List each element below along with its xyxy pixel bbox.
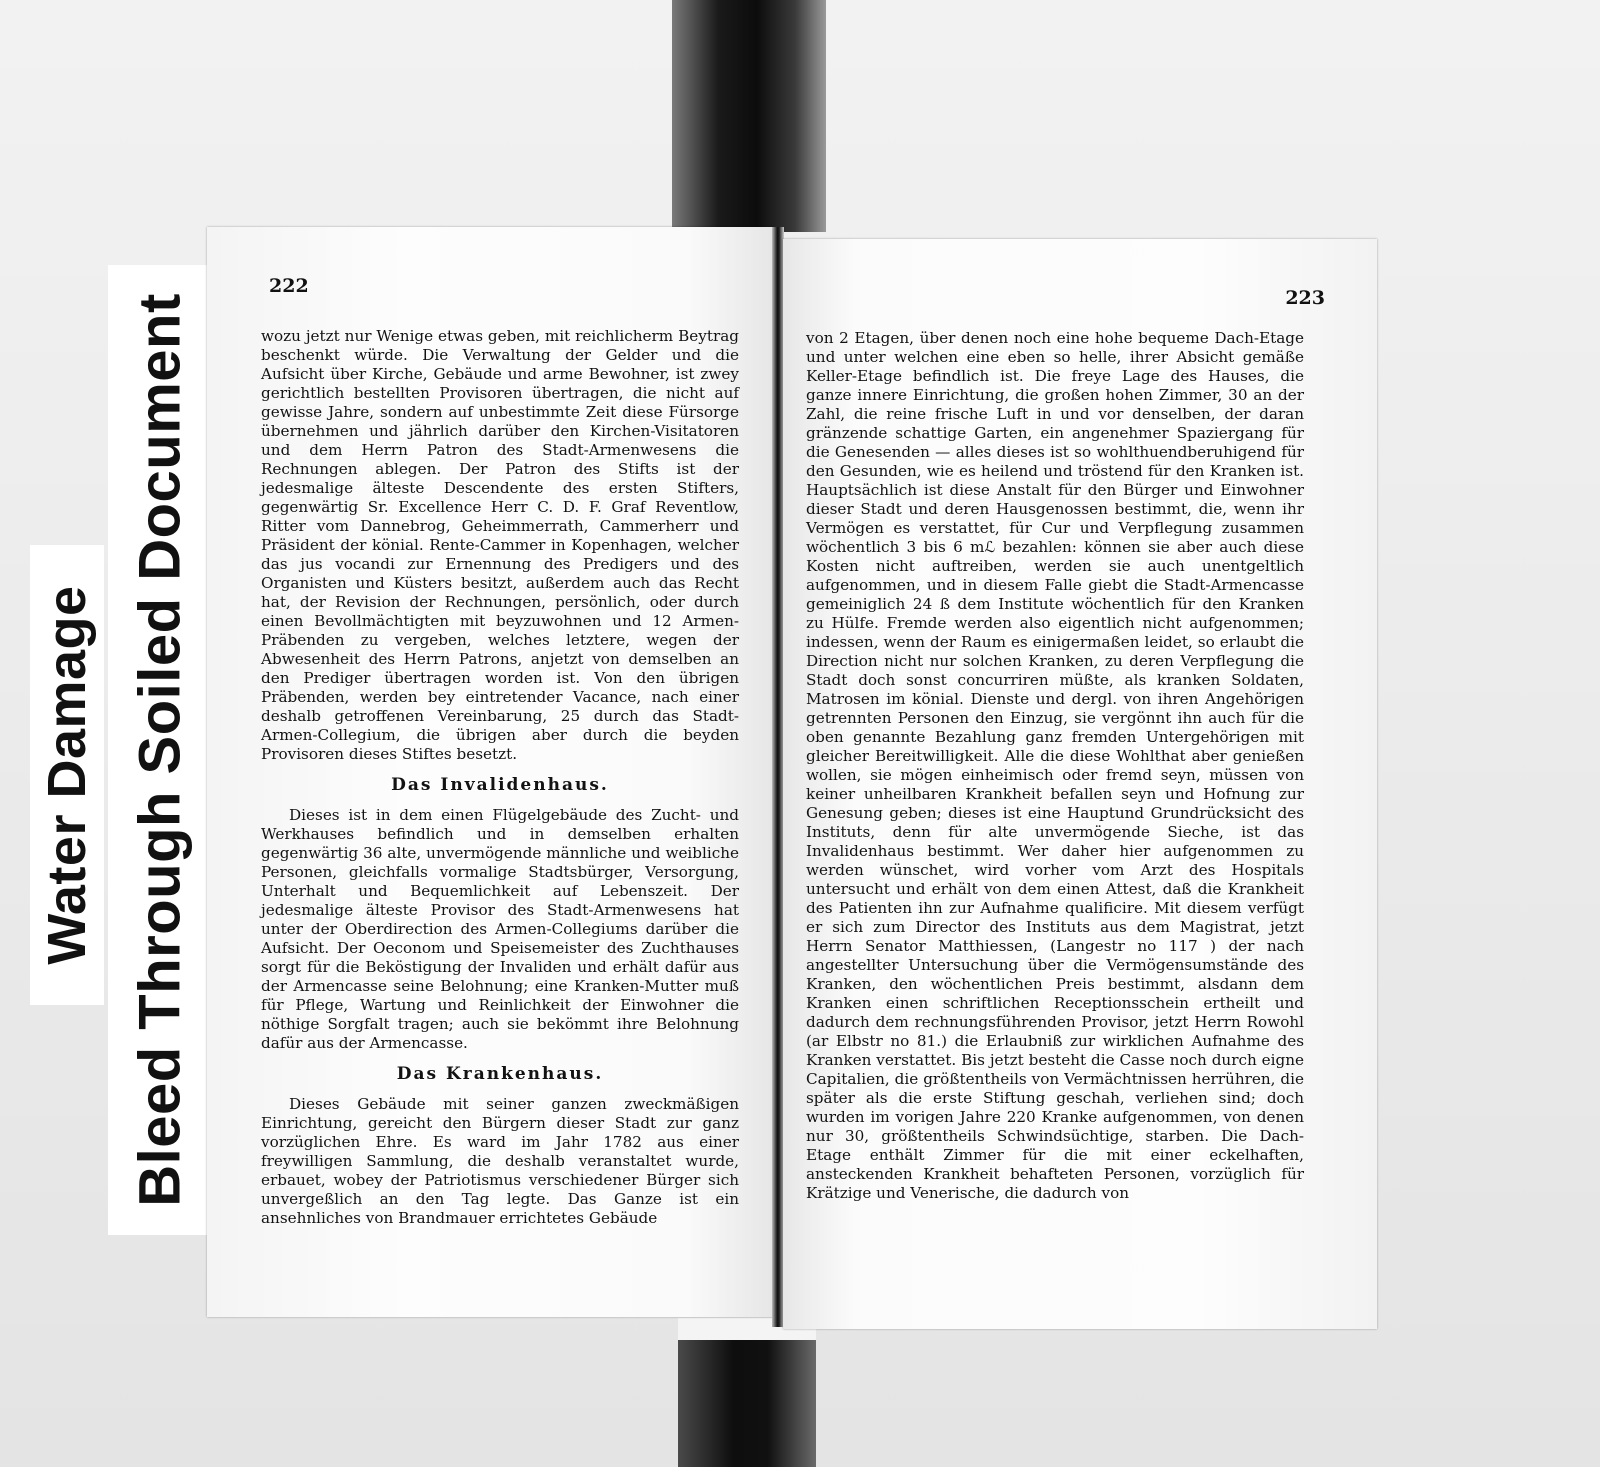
bleed-through-label: Bleed Through Soiled Document — [127, 293, 193, 1207]
open-book — [207, 227, 1377, 1327]
bleed-through-banner — [108, 265, 212, 1235]
right-page-number: 223 — [1285, 287, 1325, 309]
heading-krankenhaus: Das Krankenhaus. — [396, 1064, 604, 1084]
right-paragraph-1: von 2 Etagen, über denen noch eine hohe bequeme Dach-Etage und unter welchen eine eben so helle, ihrer Absicht gemäße Keller-Etage befindlich ist. Die freye Lage des Hauses, die ganze innere Einrichtung, die großen hohen Zimmer, 30 an der Zahl, die reine frische Luft in und vor denselben, der daran gränzende schattige Garten, ein angenehmer Spaziergang für die Genesenden — alles dieses ist so wohlthuendberuhigend für den Gesunden, wie es heilend und tröstend für den Kranken ist. Hauptsächlich ist diese Anstalt für den Bürger und Einwohner dieser Stadt und deren Hausgenossen bestimmt, die, wenn ihr Vermögen es verstattet, für Cur und Verpflegung zusammen wöchentlich 3 bis 6 mℒ bezahlen: können sie aber auch diese Kosten nicht auftreiben, werden sie auch unentgeltlich aufgenommen, und in diesem Falle giebt die Stadt-Armencasse gemeiniglich 24 ß dem Institute wöchentlich für den Kranken zu Hülfe. Fremde werden also eigentlich nicht aufgenommen; indessen, wenn der Raum es einigermaßen leidet, so erlaubt die Direction nicht nur solchen Kranken, zu deren Verpflegung die Stadt doch sonst concurriren müßte, als kranken Soldaten, Matrosen im könial. Dienste und dergl. von ihren Angehörigen getrennten Personen den Einzug, sie vergönnt ihn auch für die oben genannte Bezahlung ganz fremden Untergehörigen mit gleicher Bereitwilligkeit. Alle die diese Wohlthat aber genießen wollen, sie mögen einheimisch oder fremd seyn, müssen von keiner unheilbaren Krankheit befallen seyn und Hofnung zur Genesung geben; dieses ist eine Hauptund Grundrücksicht des Instituts, denn für alte unvermögende Sieche, ist das Invalidenhaus bestimmt. Wer daher hier aufgenommen zu werden wünschet, wird vorher vom Arzt des Hospitals untersucht und erhält von dem einen Attest, daß die Krankheit des Patienten ihn zur Aufnahme qualificire. Mit diesem verfügt er sich zum Director des Instituts aus dem Magistrat, jetzt Herrn Senator Matthiessen, (Langestr no 117 ) der nach angestellter Untersuchung über die Vermögensumstände des Kranken, den wöchentlichen Preis bestimmt, alsdann dem Kranken einen schriftlichen Receptionsschein ertheilt und dadurch dem rechnungsführenden Provisor, jetzt Herrn Rowohl (ar Elbstr no 81.) die Erlaubniß zur wirklichen Aufnahme des Kranken verstattet. Bis jetzt besteht die Casse noch durch eigne Capitalien, die größtentheils von Vermächtnissen herrühren, die später als die erste Stiftung geschah, verliehen sind; doch wurden im vorigen Jahre 220 Kranke aufgenommen, von denen nur 30, größtentheils Schwindsüchtige, starben. Die Dach-Etage enthält Zimmer für die mit einer eckelhaften, ansteckenden Krankheit behafteten Personen, vorzüglich für Krätzige und Venerische, die dadurch von — [806, 329, 1304, 1202]
right-page — [783, 239, 1377, 1329]
water-damage-banner — [30, 545, 104, 1005]
left-page — [207, 227, 773, 1317]
heading-invalidenhaus: Das Invalidenhaus. — [391, 775, 609, 795]
left-page-text — [261, 327, 739, 1228]
left-paragraph-3: Dieses Gebäude mit seiner ganzen zweckmäßigen Einrichtung, gereicht den Bürgern dieser Stadt zur ganz vorzüglichen Ehre. Es ward im Jahr 1782 aus einer freywilligen Sammlung, die deshalb veranstaltet wurde, erbauet, wobey der Patriotismus verschiedener Bürger sich unvergeßlich an den Tag legte. Das Ganze ist ein ansehnliches von Brandmauer errichtetes Gebäude — [261, 1095, 739, 1227]
scanner-clamp-top — [672, 0, 826, 232]
left-paragraph-2: Dieses ist in dem einen Flügelgebäude des Zucht- und Werkhauses befindlich und in demselben erhalten gegenwärtig 36 alte, unvermögende männliche und weibliche Personen, gleichfalls vormalige Stadtsbürger, Versorgung, Unterhalt und Bequemlichkeit auf Lebenszeit. Der jedesmalige älteste Provisor des Stadt-Armenwesens hat unter der Oberdirection des Armen-Collegiums darüber die Aufsicht. Der Oeconom und Speisemeister des Zuchthauses sorgt für die Beköstigung der Invaliden und erhält dafür aus der Armencasse seine Belohnung; eine Kranken-Mutter muß für Pflege, Wartung und Reinlichkeit der Einwohner die nöthige Sorgfalt tragen; auch sie bekömmt ihre Belohnung dafür aus der Armencasse. — [261, 806, 739, 1052]
right-page-text — [806, 329, 1304, 1203]
scanner-clamp-bottom — [678, 1318, 816, 1467]
left-paragraph-1: wozu jetzt nur Wenige etwas geben, mit reichlicherm Beytrag beschenkt würde. Die Verwaltung der Gelder und die Aufsicht über Kirche, Gebäude und arme Bewohner, ist zwey gerichtlich bestellten Provisoren übertragen, die nicht auf gewisse Jahre, sondern auf unbestimmte Zeit diese Fürsorge übernehmen und jährlich darüber den Kirchen-Visitatoren und dem Herrn Patron des Stadt-Armenwesens die Rechnungen ablegen. Der Patron des Stifts ist der jedesmalige älteste Descendente des ersten Stifters, gegenwärtig Sr. Excellence Herr C. D. F. Graf Reventlow, Ritter vom Dannebrog, Geheimmerrath, Cammerherr und Präsident der könial. Rente-Cammer in Kopenhagen, welcher das jus vocandi zur Ernennung des Predigers und des Organisten und Küsters besitzt, außerdem auch das Recht hat, der Revision der Rechnungen, persönlich, oder durch einen Bevollmächtigten mit beyzuwohnen und 12 Armen-Präbenden zu vergeben, welches letztere, wegen der Abwesenheit des Herrn Patrons, anjetzt von demselben an den Prediger übertragen worden ist. Von den übrigen Präbenden, werden bey eintretender Vacance, nach einer deshalb getroffenen Vereinbarung, 25 durch das Stadt-Armen-Collegium, die übrigen aber durch die beyden Provisoren dieses Stiftes besetzt. — [261, 327, 739, 763]
water-damage-label: Water Damage — [37, 585, 97, 965]
left-page-number: 222 — [269, 275, 309, 297]
